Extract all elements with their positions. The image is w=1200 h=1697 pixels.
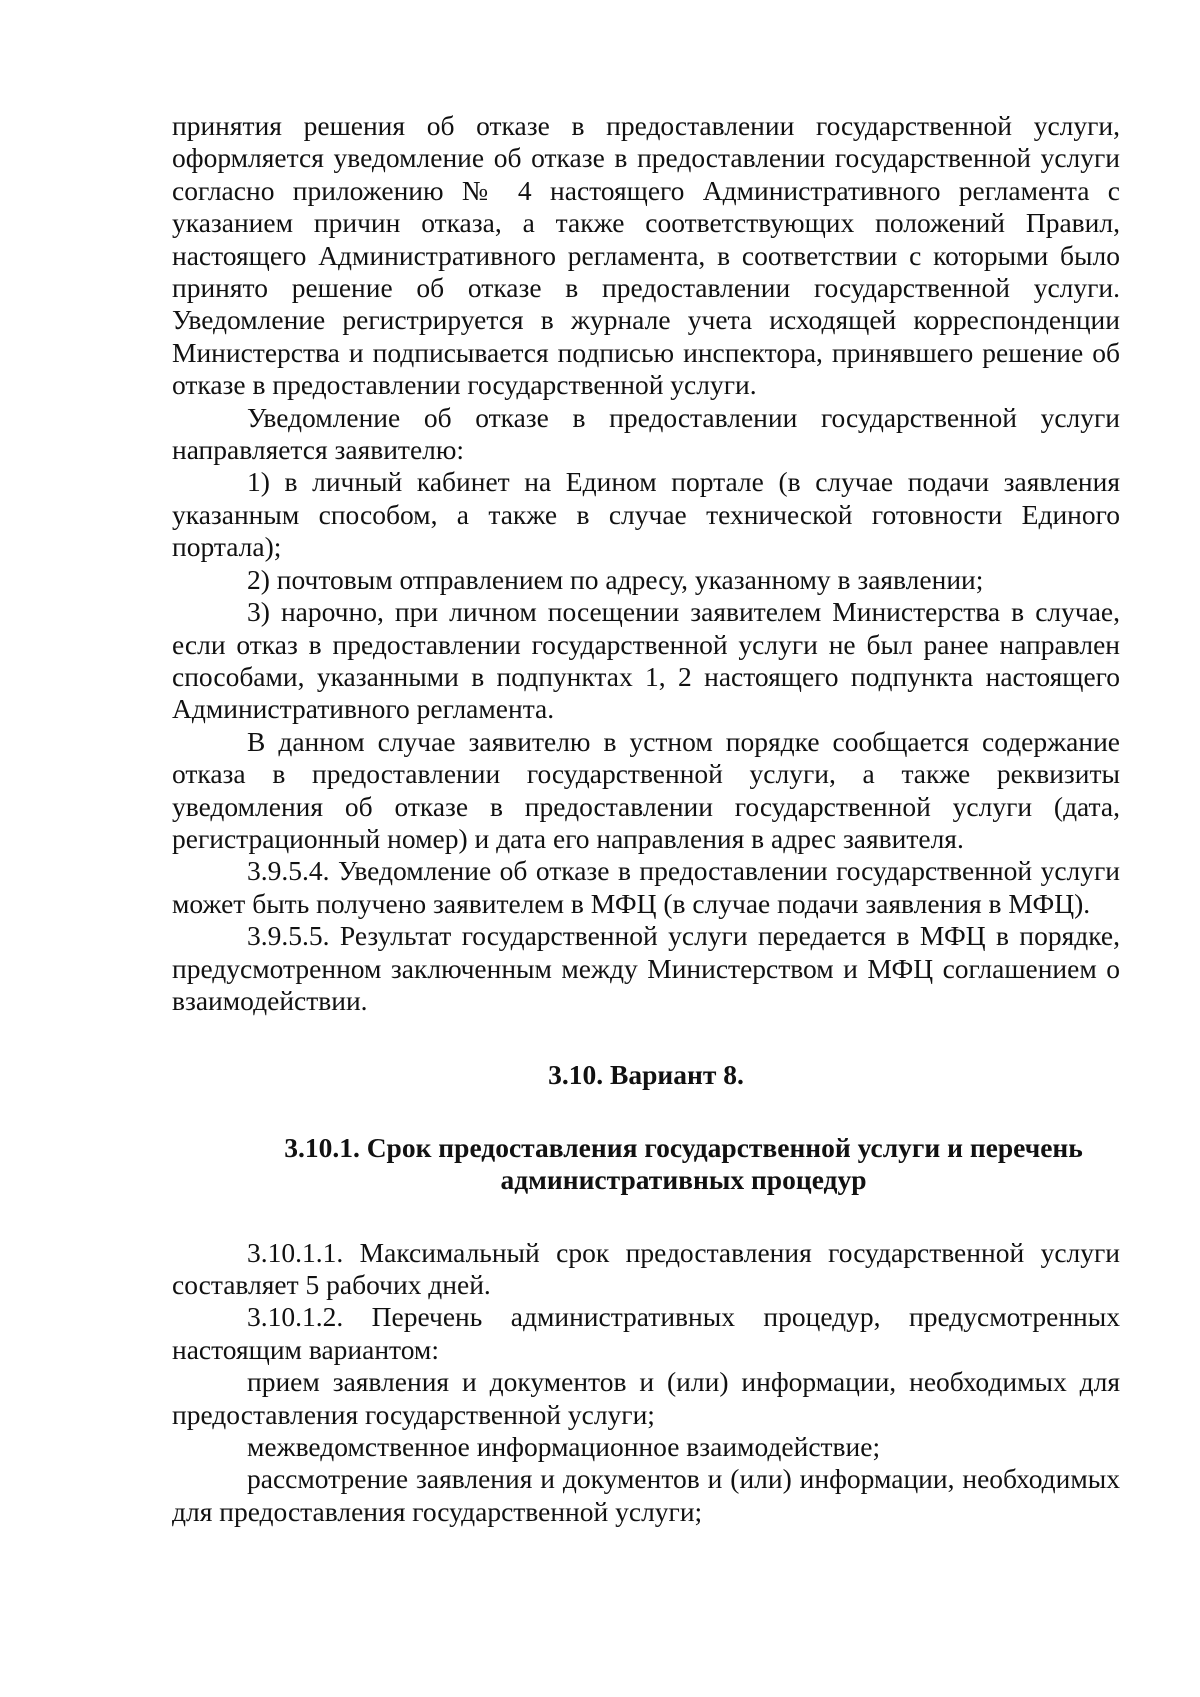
paragraph-3-10-1-1: 3.10.1.1. Максимальный срок предоставления государственной услуги составляет 5 рабочих дней. xyxy=(172,1236,1120,1300)
paragraph-3-10-1-2: 3.10.1.2. Перечень административных процедур, предусмотренных настоящим вариантом: xyxy=(172,1301,1120,1365)
list-item-reception: прием заявления и документов и (или) информации, необходимых для предоставления государственной услуги; xyxy=(172,1366,1120,1430)
subsection-title-line-2: административных процедур xyxy=(500,1164,867,1196)
paragraph-3-9-5-5: 3.9.5.5. Результат государственной услуги передается в МФЦ в порядке, предусмотренном заключенным между Министерством и МФЦ соглашением о взаимодействии. xyxy=(172,920,1120,1016)
paragraph-notice-sent: Уведомление об отказе в предоставлении государственной услуги направляется заявителю: xyxy=(172,401,1120,466)
list-item-in-person: 3) нарочно, при личном посещении заявителем Министерства в случае, если отказ в предоставлении государственной услуги не был ранее направлен способами, указанными в подпунктах 1, 2 настоящего подпункта настоящего Административного регламента. xyxy=(172,596,1120,725)
paragraph-oral-notice: В данном случае заявителю в устном порядке сообщается содержание отказа в предоставлении государственной услуги, а также реквизиты уведомления об отказе в предоставлении государственной услуги (дата, регистрационный номер) и дата его направления в адрес заявителя. xyxy=(172,725,1120,854)
list-item-portal: 1) в личный кабинет на Едином портале (в случае подачи заявления указанным способом, а также в случае технической готовности Единого портала); xyxy=(172,466,1120,563)
list-item-review: рассмотрение заявления и документов и (или) информации, необходимых для предоставления государственной услуги; xyxy=(172,1463,1120,1527)
subsection-title xyxy=(172,1132,1120,1197)
list-item-interagency: межведомственное информационное взаимодействие; xyxy=(247,1431,881,1463)
paragraph-3-9-5-4: 3.9.5.4. Уведомление об отказе в предоставлении государственной услуги может быть получено заявителем в МФЦ (в случае подачи заявления в МФЦ). xyxy=(172,855,1120,919)
section-title: 3.10. Вариант 8. xyxy=(548,1059,744,1091)
document-page xyxy=(172,110,1120,1528)
subsection-title-line-1: 3.10.1. Срок предоставления государственной услуги и перечень xyxy=(284,1131,1083,1163)
list-item-post: 2) почтовым отправлением по адресу, указанному в заявлении; xyxy=(247,563,984,595)
paragraph-refusal-notice: принятия решения об отказе в предоставлении государственной услуги, оформляется уведомление об отказе в предоставлении государственной услуги согласно приложению № 4 настоящего Административного регламента с указанием причин отказа, а также соответствующих положений Правил, настоящего Административного регламента, в соответствии с которыми было принято решение об отказе в предоставлении государственной услуги. Уведомление регистрируется в журнале учета исходящей корреспонденции Министерства и подписывается подписью инспектора, принявшего решение об отказе в предоставлении государственной услуги. xyxy=(172,110,1120,401)
